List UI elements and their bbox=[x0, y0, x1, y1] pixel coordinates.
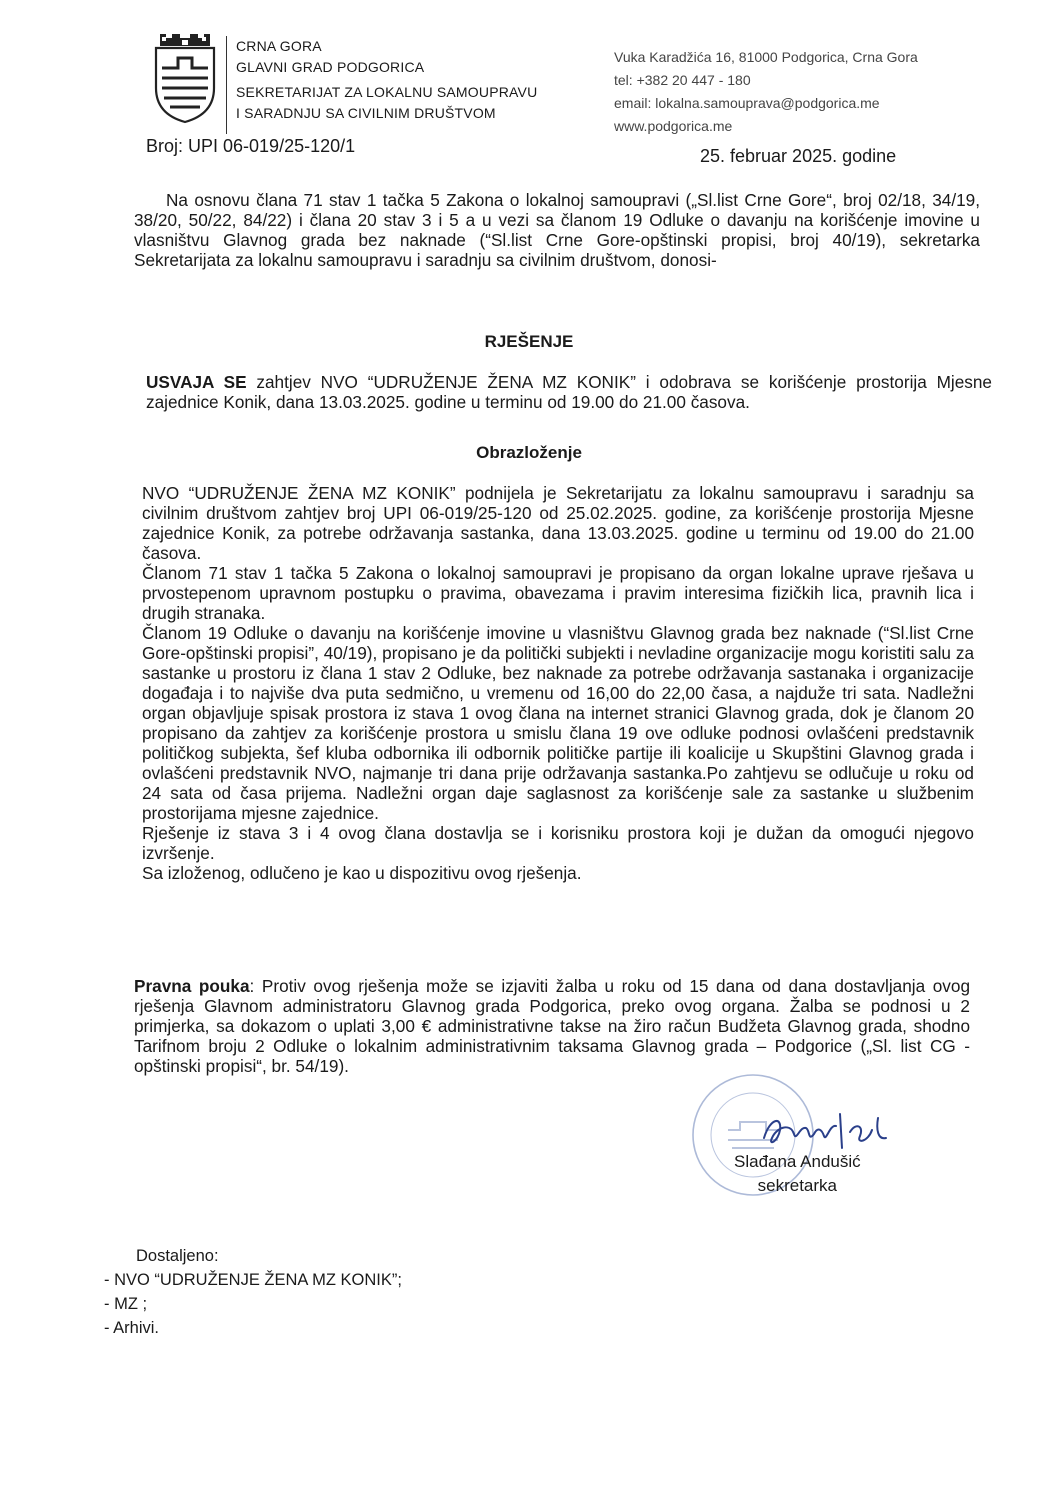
coat-of-arms-logo bbox=[152, 32, 218, 124]
reasoning-paragraph: NVO “UDRUŽENJE ŽENA MZ KONIK” podnijela je Sekretarijatu za lokalnu samoupravu i saradnju sa civilnim društvom zahtjev broj UPI 06-019/25-120 od 25.02.2025. godine, za korišćenje prostorija Mjesne zajednice Konik, za potrebe održavanja sastanka, dana 13.03.2025. godine u terminu od 19.00 do 21.00 časova. bbox=[142, 483, 974, 563]
legal-notice-text: : Protiv ovog rješenja može se izjaviti žalba u roku od 15 dana od dana dostavljanja ovog rješenja Glavnom administratoru Glavnog grada Podgorica, preko ovog organa. Žalba se podnosi u 2 primjerka, sa dokazom o uplati 3,00 € administrativne takse na žiro račun Budžeta Glavnog grada, shodno Tarifnom broju 2 Odluke o lokalnim administrativnim taksama Glavnog grada – Podgorice („Sl. list CG - opštinski propisi“, br. 54/19). bbox=[134, 976, 971, 1076]
reasoning-paragraph: Sa izloženog, odlučeno je kao u dispozitivu ovog rješenja. bbox=[142, 863, 582, 883]
organization-block bbox=[236, 36, 537, 124]
handwritten-signature bbox=[760, 1108, 900, 1154]
contact-website: www.podgorica.me bbox=[614, 118, 733, 134]
distribution-item: - NVO “UDRUŽENJE ŽENA MZ KONIK”; bbox=[104, 1271, 402, 1289]
signer-name: Slađana Andušić bbox=[734, 1152, 861, 1171]
distribution-item: - MZ ; bbox=[104, 1295, 148, 1313]
distribution-title: Dostaljeno: bbox=[136, 1247, 219, 1265]
reasoning-paragraph: Članom 71 stav 1 tačka 5 Zakona o lokalnoj samoupravi je propisano da organ lokalne uprave rješava u prvostepenom upravnom postupku o pravima, obavezama i pravim interesima fizičkih lica, pravnih lica i drugih stranaka. bbox=[142, 563, 974, 623]
document-number: Broj: UPI 06-019/25-120/1 bbox=[146, 136, 356, 156]
contact-block bbox=[614, 46, 918, 138]
header-divider bbox=[226, 36, 227, 134]
legal-notice bbox=[134, 976, 970, 1076]
reasoning-paragraph: Članom 19 Odluke o davanju na korišćenje imovine u vlasništvu Glavnog grada bez naknade (“Sl.list Crne Gore-opštinski propisi”, 40/19), propisano je da politički subjekti i nevladine organizacije mogu koristiti salu za sastanke u prostoru iz člana 1 stav 2 Odluke, bez naknade za potrebe održavanja sastanaka i organizacije događaja i to najviše dva puta sedmično, u vremenu od 16,00 do 22,00 časa, a najduže tri sata. Nadležni organ objavljuje spisak prostora iz stava 1 ovog člana na internet stranici Glavnog grada, dok je članom 20 propisano da zahtjev za korišćenje prostora u smislu člana 19 ove odluke podnosi ovlašćeni predstavnik političkog subjekta, šef kluba odbornika ili odbornik političke partije ili koalicije u Skupštini Glavnog grada i ovlašćeni predstavnik NVO, najmanje tri dana prije održavanja sastanka.Po zahtjevu se odlučuje u roku od 24 sata od časa prijema. Nadležni organ daje saglasnost za korišćenje sale za sastanke u službenim prostorijama mjesne zajednice. bbox=[142, 623, 974, 823]
contact-phone: tel: +382 20 447 - 180 bbox=[614, 72, 751, 88]
distribution-list bbox=[104, 1244, 402, 1340]
decision-text: zahtjev NVO “UDRUŽENJE ŽENA MZ KONIK” i odobrava se korišćenje prostorija Mjesne zajednice Konik, dana 13.03.2025. godine u terminu od 19.00 do 21.00 časova. bbox=[146, 372, 992, 412]
signer-block bbox=[734, 1150, 861, 1198]
decision-lead: USVAJA SE bbox=[146, 372, 247, 392]
org-department-line2: I SARADNJU SA CIVILNIM DRUŠTVOM bbox=[236, 105, 496, 121]
reasoning-paragraph: Rješenje iz stava 3 i 4 ovog člana dostavlja se i korisniku prostora koji je dužan da omogući njegovo izvršenje. bbox=[142, 823, 974, 863]
org-country: CRNA GORA bbox=[236, 38, 322, 54]
reasoning-title: Obrazloženje bbox=[476, 443, 582, 462]
decision-title: RJEŠENJE bbox=[484, 332, 574, 351]
contact-address: Vuka Karadžića 16, 81000 Podgorica, Crna Gora bbox=[614, 49, 918, 65]
org-city: GLAVNI GRAD PODGORICA bbox=[236, 59, 425, 75]
contact-email: email: lokalna.samouprava@podgorica.me bbox=[614, 95, 880, 111]
reasoning-section bbox=[142, 483, 974, 883]
document-date: 25. februar 2025. godine bbox=[700, 146, 897, 166]
org-department-line1: SEKRETARIJAT ZA LOKALNU SAMOUPRAVU bbox=[236, 84, 538, 100]
signer-role: sekretarka bbox=[757, 1176, 838, 1195]
distribution-item: - Arhivi. bbox=[104, 1319, 160, 1337]
intro-paragraph: Na osnovu člana 71 stav 1 tačka 5 Zakona o lokalnoj samoupravi („Sl.list Crne Gore“, broj 02/18, 34/19, 38/20, 50/22, 84/22) i člana 20 stav 3 i 5 a u vezi sa članom 19 Odluke o davanju na korišćenje imovine u vlasništvu Glavnog grada bez naknade (“Sl.list Crne Gore-opštinski propisi, broj 40/19), sekretarka Sekretarijata za lokalnu samoupravu i saradnju sa civilnim društvom, donosi- bbox=[134, 190, 980, 270]
decision-paragraph bbox=[146, 372, 992, 412]
legal-notice-lead: Pravna pouka bbox=[134, 976, 250, 996]
